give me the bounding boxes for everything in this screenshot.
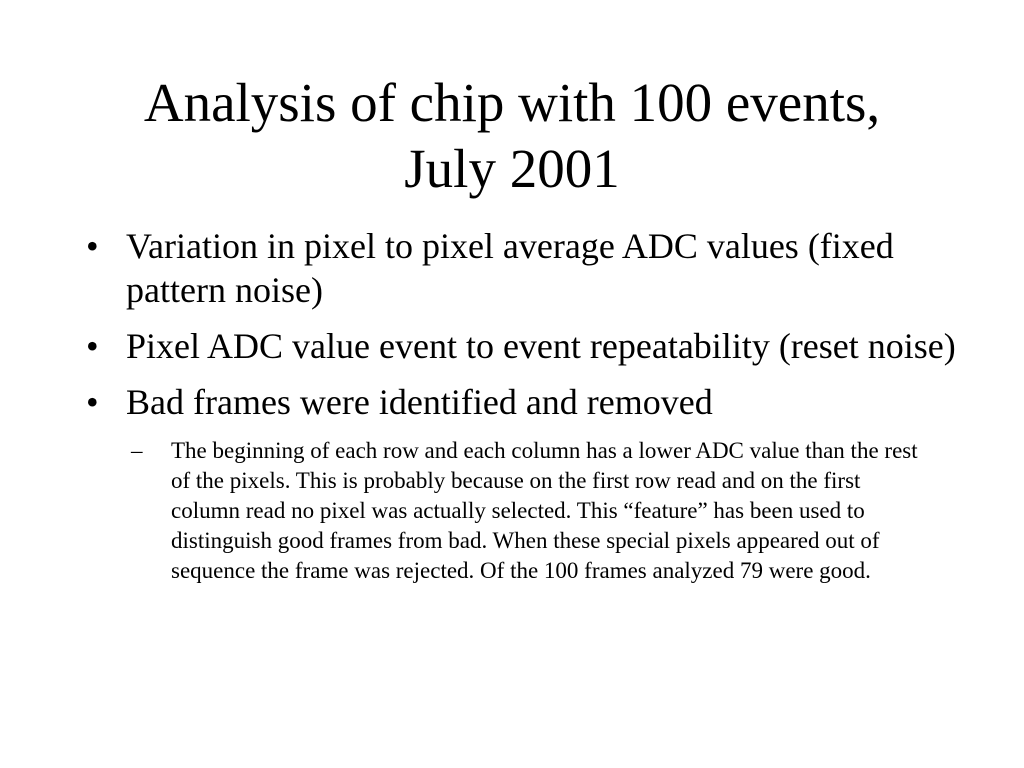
bullet-text: Variation in pixel to pixel average ADC values (fixed pattern noise) xyxy=(126,226,894,310)
bullet-marker: • xyxy=(86,382,99,422)
slide-title xyxy=(60,70,964,202)
bullet-text: Pixel ADC value event to event repeatability (reset noise) xyxy=(126,326,956,366)
slide-title-line2: July 2001 xyxy=(404,138,620,199)
bullet-marker: • xyxy=(86,226,99,266)
sub-bullet-item xyxy=(131,436,931,586)
sub-bullet-text: The beginning of each row and each column has a lower ADC value than the rest of the pixels. This is probably because on the first row read and on the first column read no pixel was actually selected. This “feature” has been used to distinguish good frames from bad. When these special pixels appeared out of sequence the frame was rejected. Of the 100 frames analyzed 79 were good. xyxy=(171,438,918,583)
bullet-item xyxy=(86,224,986,312)
bullet-marker: • xyxy=(86,326,99,366)
sub-bullet-marker: – xyxy=(131,438,143,463)
bullet-list xyxy=(86,224,986,586)
bullet-text: Bad frames were identified and removed xyxy=(126,382,713,422)
slide-title-line1: Analysis of chip with 100 events, xyxy=(143,72,881,133)
bullet-item xyxy=(86,324,986,368)
bullet-item xyxy=(86,380,986,424)
